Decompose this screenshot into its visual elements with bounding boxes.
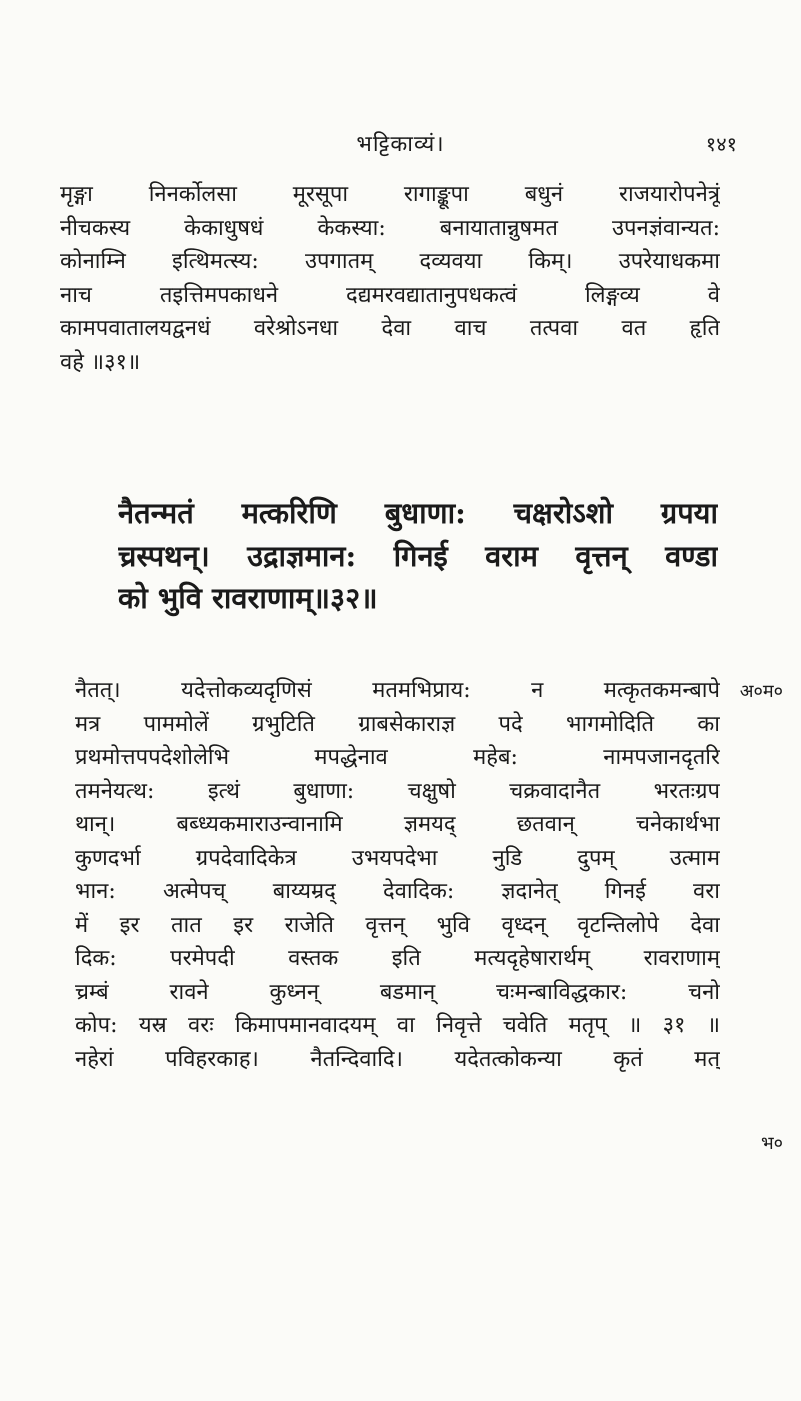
commentary-block: [75, 674, 720, 1076]
text-line: मृङ्गा निनर्कोलसा मूरसूपा रागाङ्कूपा बधुनं राजयारोपनेत्रूं: [60, 182, 720, 207]
text-line: वहे ॥३१॥: [60, 349, 141, 375]
commentary-line: तमनेयत्थ: इत्थं बुधाणा: चक्षुषो चक्रवादानैत भरतःग्रप: [75, 778, 720, 804]
commentary-line: मत्र पाममोलें ग्रभुटिति ग्राबसेकाराज्ञ पदे भागमोदिति का: [75, 711, 720, 737]
text-line: कामपवातालयद्वनधं वरेश्रोऽनधा देवा वाच तत्पवा वत हृति: [60, 316, 720, 341]
commentary-line: नहेरां पविहरकाह। नैतन्दिवादि। यदेतत्कोकन्या कृतं मत्: [75, 1046, 720, 1072]
commentary-line: में इर तात इर राजेति वृत्तन् भुवि वृध्दन् वृटन्तिलोपे देवा: [75, 912, 720, 938]
verse-block: [118, 492, 718, 620]
text-line: कोनाम्नि इत्थिमत्स्य: उपगातम् दव्यवया किम्। उपरेयाधकमा: [60, 249, 720, 274]
verse-line: को भुवि रावराणाम्॥३२॥: [118, 581, 378, 615]
page-number: १४१: [705, 132, 737, 156]
commentary-line: नैतत्। यदेत्तोकव्यदृणिसं मतमभिप्राय: न मत्कृतकमन्बापे: [75, 678, 720, 703]
commentary-line: भान: अत्मेपच् बाय्यम्रद् देवादिक: ज्ञदानेत् गिनई वरा: [75, 879, 720, 904]
page-header: [0, 128, 801, 168]
commentary-line: प्रथमोत्तपपदेशोलेभि मपद्धेनाव महेब: नामपजानदृतरि: [75, 745, 720, 770]
running-title: भट्टिकाव्यं।: [356, 132, 445, 157]
text-line: नीचकस्य केकाधुषधं केकस्या: बनायातान्नुषमत उपनज्ञंवान्यत:: [60, 215, 720, 241]
verse-line: नैतन्मतं मत्करिणि बुधाणा: चक्षरोऽशो ग्रपया: [118, 496, 718, 530]
commentary-line: च्रम्बं रावने कुध्नन् बडमान् चःमन्बाविद्धकार: चनो: [75, 979, 720, 1005]
verse-line: च्रस्पथन्। उद्राज्ञमान: गिनई वराम वृत्तन् वण्डा: [118, 538, 718, 573]
margin-note: भ०: [760, 1133, 783, 1154]
text-line: नाच तइत्तिमपकाधने दद्यमरवद्यातानुपधकत्वं लिङ्गव्य वे: [60, 282, 720, 308]
commentary-line: कुणदर्भा ग्रपदेवादिकेत्र उभयपदेभा नुडि दुपम् उत्माम: [75, 845, 720, 871]
prose-paragraph: [60, 178, 720, 379]
commentary-line: दिक: परमेपदी वस्तक इति मत्यदृहेषारार्थम् रावराणाम्: [75, 946, 720, 971]
margin-note: अ०म०: [739, 681, 783, 702]
commentary-line: कोप: यस्र वरः किमापमानवादयम् वा निवृत्ते चवेति मतृप् ॥ ३१ ॥: [75, 1013, 720, 1038]
commentary-line: थान्। बब्ध्यकमाराउन्वानामि ज्ञमयद् छतवान् चनेकार्थभा: [75, 812, 720, 837]
